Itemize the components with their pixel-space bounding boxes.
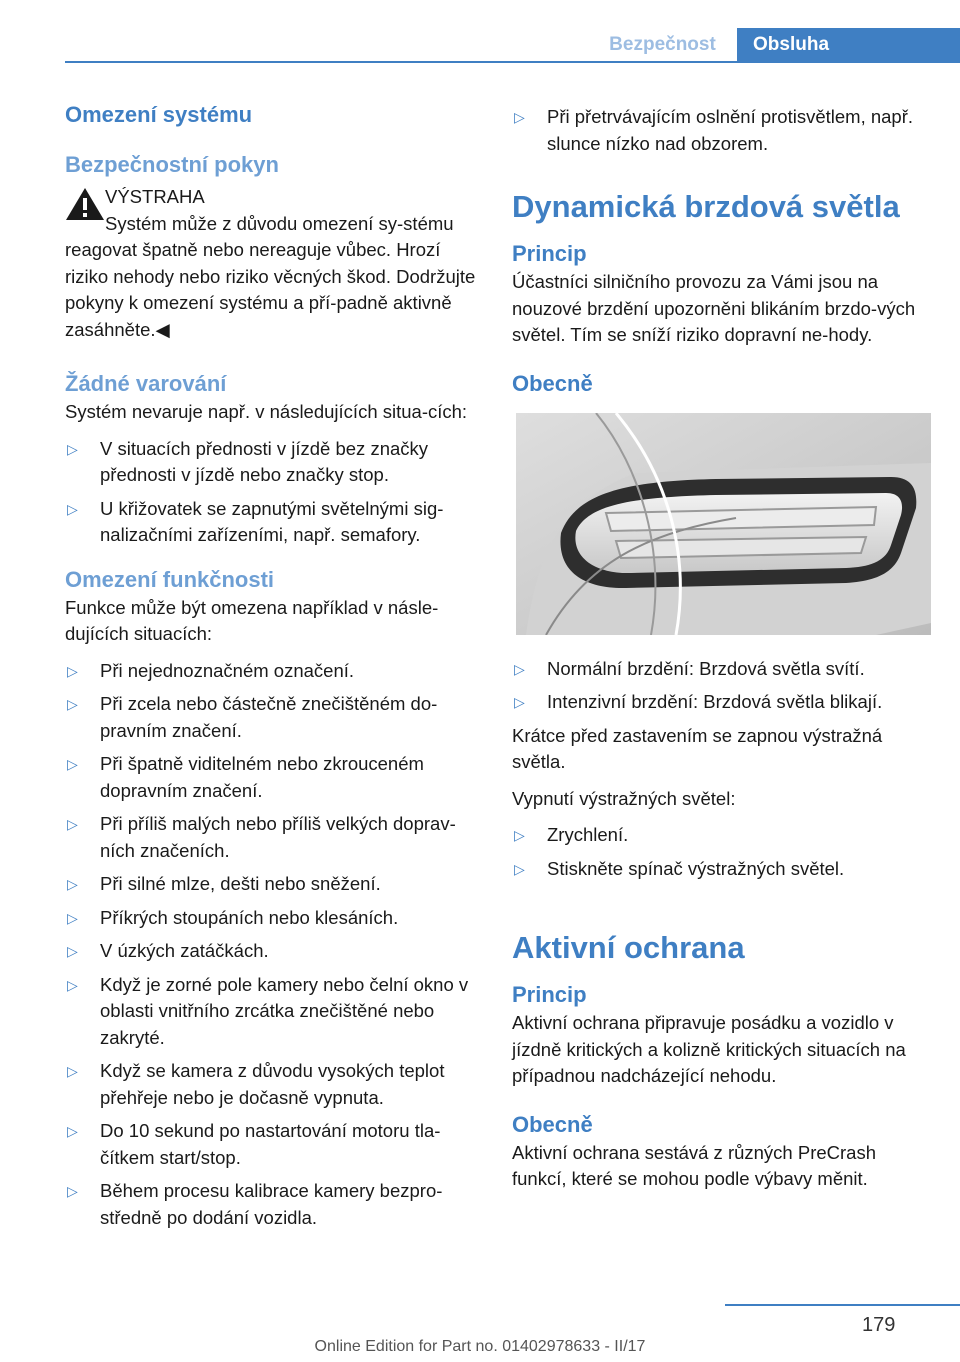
list-item: ▷ Při příliš malých nebo příliš velkých doprav-ních značeních. xyxy=(67,813,456,861)
list-item: ▷ Do 10 sekund po nastartování motoru tla-čítkem start/stop. xyxy=(67,1120,441,1168)
bullet-triangle-icon: ▷ xyxy=(514,109,525,125)
list-item: ▷ Když se kamera z důvodu vysokých teplot přehřeje nebo je dočasně vypnuta. xyxy=(67,1060,445,1108)
footer-rule xyxy=(725,1304,960,1306)
edition-footer: Online Edition for Part no. 01402978633 - II/17 xyxy=(314,1338,646,1355)
list-item: ▷ Zrychlení. xyxy=(512,822,932,849)
warning-title: VÝSTRAHA xyxy=(105,186,205,207)
heading-general: Obecně xyxy=(512,370,593,396)
list-item: ▷ U křižovatek se zapnutými světelnými sig-nalizačními zařízeními, např. semafory. xyxy=(67,497,444,545)
list-item: ▷ Příkrých stoupáních nebo klesáních. xyxy=(65,905,477,932)
list-item: ▷ Když je zorné pole kamery nebo čelní okno v oblasti vnitřního zrcátka znečištěné nebo zakryté. xyxy=(67,973,469,1048)
bullet-triangle-icon: ▷ xyxy=(67,943,78,959)
list-item: ▷ Během procesu kalibrace kamery bezpro-středně po dodání vozidla. xyxy=(67,1180,443,1228)
page-number: 179 xyxy=(862,1314,896,1336)
paragraph-active-protection: Aktivní ochrana připravuje posádku a vozidlo v jízdně kritických a kolizně kritických situacích na případnou nadcházející nehodu. xyxy=(512,1012,906,1086)
bullet-triangle-icon: ▷ xyxy=(67,696,78,712)
heading-safety-note: Bezpečnostní pokyn xyxy=(65,152,279,177)
right-column xyxy=(512,100,932,1193)
bullet-triangle-icon: ▷ xyxy=(67,1183,78,1199)
bullet-triangle-icon: ▷ xyxy=(67,440,78,457)
bullet-triangle-icon: ▷ xyxy=(67,909,78,926)
list-item: ▷ Při silné mlze, dešti nebo sněžení. xyxy=(65,871,477,898)
heading-active-protection: Aktivní ochrana xyxy=(512,930,745,965)
paragraph-no-warning: Systém nevaruje např. v následujících situa-cích: xyxy=(65,401,468,422)
list-item: ▷ Intenzivní brzdění: Brzdová světla blikají. xyxy=(512,689,932,716)
heading-principle-2: Princip xyxy=(512,982,587,1007)
left-column xyxy=(65,100,477,1238)
bullet-triangle-icon: ▷ xyxy=(67,976,78,993)
list-no-warning xyxy=(65,436,477,549)
list-item: ▷ V úzkých zatáčkách. xyxy=(65,938,477,965)
bullet-triangle-icon: ▷ xyxy=(67,662,78,679)
bullet-triangle-icon: ▷ xyxy=(67,1063,78,1079)
heading-no-warning: Žádné varování xyxy=(65,371,227,396)
chapter-tab[interactable]: Obsluha xyxy=(737,28,960,61)
paragraph-hazard-lights: Krátce před zastavením se zapnou výstražná světla. xyxy=(512,724,883,772)
heading-function-limits: Omezení funkčnosti xyxy=(65,566,275,592)
heading-system-limits: Omezení systému xyxy=(65,102,253,127)
bullet-triangle-icon: ▷ xyxy=(67,756,78,772)
paragraph-principle: Účastníci silničního provozu za Vámi jsou na nouzové brzdění upozorněni blikáním brzdo-vých světel. Tím se sníží riziko dopravní ne-hody. xyxy=(512,271,916,345)
list-item: ▷ V situacích přednosti v jízdě bez značky přednosti v jízdě nebo značky stop. xyxy=(67,437,429,485)
section-tab[interactable]: Bezpečnost xyxy=(609,34,716,55)
bullet-triangle-icon: ▷ xyxy=(67,876,78,892)
brake-light-photo xyxy=(516,413,931,635)
list-item: ▷ Stiskněte spínač výstražných světel. xyxy=(512,856,932,883)
list-item: ▷ Při nejednoznačném označení. xyxy=(65,658,477,685)
warning-text: Systém může z důvodu omezení sy-stému reagovat špatně nebo nereaguje vůbec. Hrozí riziko nehody nebo riziko věcných škod. Dodržujte pokyny k omezení systému a pří-padně aktivně zasáhněte.◀ xyxy=(65,212,476,340)
heading-general-2: Obecně xyxy=(512,1111,593,1137)
bullet-triangle-icon: ▷ xyxy=(514,827,525,843)
heading-dynamic-brake-lights: Dynamická brzdová světla xyxy=(512,189,900,224)
list-glare xyxy=(512,104,932,157)
bullet-triangle-icon: ▷ xyxy=(514,860,525,877)
bullet-triangle-icon: ▷ xyxy=(514,660,525,677)
heading-principle: Princip xyxy=(512,241,587,266)
bullet-triangle-icon: ▷ xyxy=(67,1123,78,1139)
list-function-limits xyxy=(65,658,477,1232)
list-item: ▷ Při přetrvávajícím oslnění protisvětlem, např. slunce nízko nad obzorem. xyxy=(514,106,914,154)
list-item: ▷ Normální brzdění: Brzdová světla svítí. xyxy=(512,656,932,683)
list-item: ▷ Při zcela nebo částečně znečištěném do-pravním značení. xyxy=(67,693,438,741)
paragraph-precrash: Aktivní ochrana sestává z různých PreCrash funkcí, které se mohou podle výbavy měnit. xyxy=(512,1141,876,1189)
paragraph-function-limits: Funkce může být omezena například v násle-dujících situacích: xyxy=(65,596,439,644)
list-braking xyxy=(512,656,932,716)
bullet-triangle-icon: ▷ xyxy=(67,816,78,832)
warning-block xyxy=(65,184,477,343)
bullet-triangle-icon: ▷ xyxy=(67,500,78,517)
warning-icon xyxy=(65,186,105,222)
list-hazard-off xyxy=(512,822,932,882)
bullet-triangle-icon: ▷ xyxy=(514,694,525,710)
paragraph-hazard-off: Vypnutí výstražných světel: xyxy=(512,787,736,809)
list-item: ▷ Při špatně viditelném nebo zkrouceném dopravním značení. xyxy=(67,753,424,801)
header-rule xyxy=(65,61,960,63)
